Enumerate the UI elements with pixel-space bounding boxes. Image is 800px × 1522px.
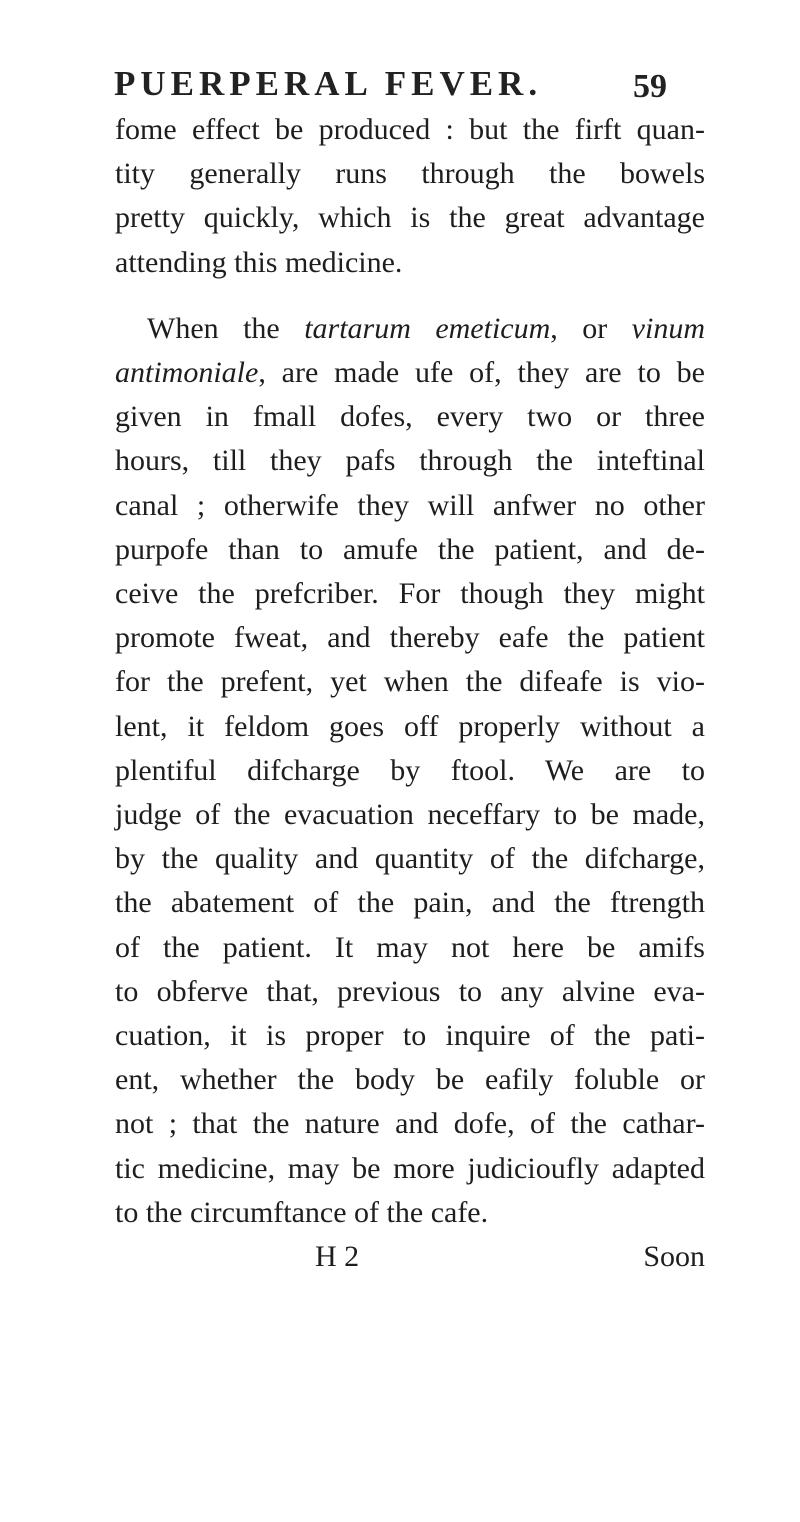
catchword: Soon	[643, 1240, 705, 1274]
text-line: pretty quickly, which is the great advantage	[115, 201, 705, 235]
text-line: purpofe than to amufe the patient, and de-	[115, 532, 705, 566]
text-line: judge of the evacuation neceffary to be made,	[115, 798, 705, 832]
running-head: PUERPERAL FEVER.	[114, 64, 543, 103]
paragraph-break	[115, 285, 705, 307]
text-line: of the patient. It may not here be amifs	[115, 930, 705, 964]
text-line: ceive the prefcriber. For though they might	[115, 577, 705, 611]
text-line: lent, it feldom goes off properly without a	[115, 709, 705, 743]
text-line: the abatement of the pain, and the ftrength	[115, 886, 705, 920]
signature-mark: H 2	[315, 1240, 360, 1274]
text-line	[115, 307, 705, 351]
text-line: tic medicine, may be more judicioufly adapted	[115, 1151, 705, 1185]
text-line: to the circumftance of the cafe.	[115, 1195, 489, 1229]
latin-term: antimoniale	[115, 356, 259, 390]
text-line: promote fweat, and thereby eafe the patient	[115, 621, 705, 655]
page-header	[114, 60, 674, 110]
text-run: , or	[550, 311, 632, 345]
text-line: fome effect be produced : but the firft quan-	[115, 113, 705, 146]
latin-term: vinum	[631, 311, 705, 345]
page-footer	[115, 1235, 705, 1279]
text-line: attending this medicine.	[115, 245, 403, 279]
latin-term: tartarum emeticum	[304, 311, 551, 345]
text-line: to obferve that, previous to any alvine eva-	[115, 974, 705, 1008]
text-run: When the	[147, 311, 305, 345]
body-text	[115, 108, 705, 1279]
text-line: not ; that the nature and dofe, of the cathar-	[115, 1107, 705, 1141]
text-line: tity generally runs through the bowels	[115, 157, 705, 191]
text-line: hours, till they pafs through the inteftinal	[115, 444, 705, 478]
text-line: canal ; otherwife they will anfwer no other	[115, 488, 705, 522]
text-run: , are made ufe of, they are to be	[258, 356, 705, 390]
text-line: plentiful difcharge by ftool. We are to	[115, 753, 705, 787]
text-line	[115, 351, 705, 395]
text-line: for the prefent, yet when the difeafe is vio-	[115, 665, 705, 699]
text-line: given in fmall dofes, every two or three	[115, 400, 705, 434]
text-line: cuation, it is proper to inquire of the pati-	[115, 1019, 705, 1053]
text-line: ent, whether the body be eafily foluble or	[115, 1063, 705, 1097]
text-line: by the quality and quantity of the difcharge,	[115, 842, 705, 876]
page-number: 59	[633, 68, 667, 105]
